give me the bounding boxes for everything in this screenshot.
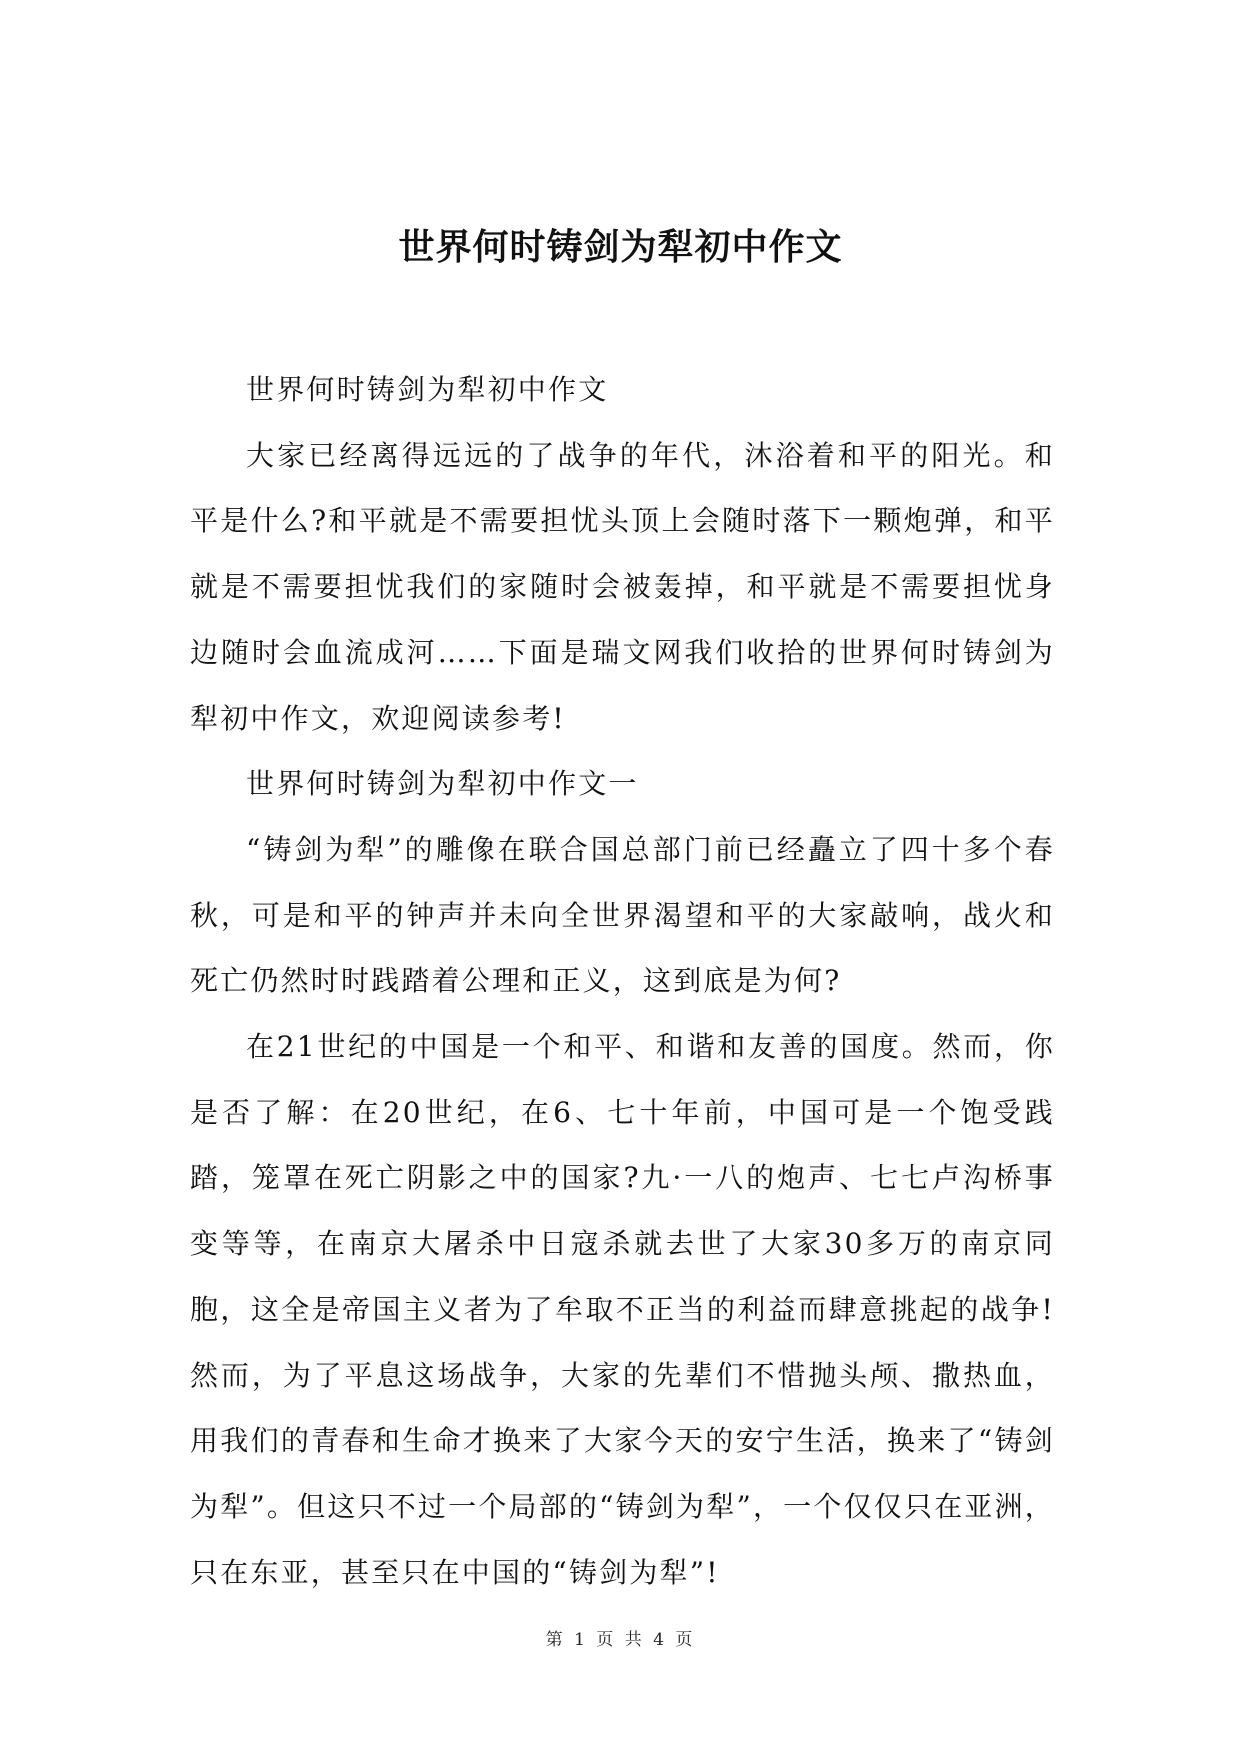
paragraph-section-heading: 世界何时铸剑为犁初中作文一 <box>246 767 639 801</box>
paragraph-heading: 世界何时铸剑为犁初中作文 <box>246 373 609 406</box>
paragraph-body: 在21世纪的中国是一个和平、和谐和友善的国度。然而，你是否了解：在20世纪，在6、七十年前，中国可是一个饱受践踏，笼罩在死亡阴影之中的国家?九·一八的炮声、七七卢沟桥事变等等，在南京大屠杀中日寇杀就去世了大家30多万的南京同胞，这全是帝国主义者为了牟取不正当的利益而肆意挑起的战争!然而，为了平息这场战争，大家的先辈们不惜抛头颅、撒热血，用我们的青春和生命才换来了大家今天的安宁生活，换来了“铸剑为犁”。但这只不过一个局部的“铸剑为犁”，一个仅仅只在亚洲，只在东亚，甚至只在中国的“铸剑为犁”! <box>190 1030 1055 1589</box>
document-title: 世界何时铸剑为犁初中作文 <box>398 226 843 268</box>
paragraph-body: “铸剑为犁”的雕像在联合国总部门前已经矗立了四十多个春秋，可是和平的钟声并未向全世界渴望和平的大家敲响，战火和死亡仍然时时践踏着公理和正义，这到底是为何? <box>190 832 1055 998</box>
paragraph-intro: 大家已经离得远远的了战争的年代，沐浴着和平的阳光。和平是什么?和平就是不需要担忧头顶上会随时落下一颗炮弹，和平就是不需要担忧我们的家随时会被轰掉，和平就是不需要担忧身边随时会血流成河……下面是瑞文网我们收拾的世界何时铸剑为犁初中作文，欢迎阅读参考! <box>190 438 1055 735</box>
page-number: 第 1 页 共 4 页 <box>545 1630 696 1650</box>
document-body <box>190 357 1055 1605</box>
